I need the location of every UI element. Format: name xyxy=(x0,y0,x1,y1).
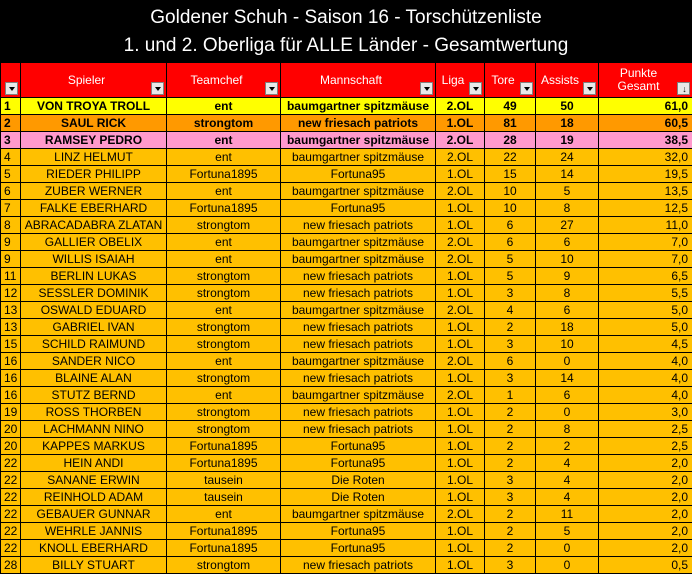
points-cell[interactable]: 2,0 xyxy=(599,455,692,472)
points-cell[interactable]: 0,5 xyxy=(599,557,692,574)
table-row[interactable] xyxy=(1,336,692,353)
teamchef-cell[interactable]: ent xyxy=(167,149,281,166)
goals-cell[interactable]: 81 xyxy=(485,115,536,132)
goals-cell[interactable]: 22 xyxy=(485,149,536,166)
assists-cell[interactable]: 24 xyxy=(536,149,599,166)
table-row[interactable] xyxy=(1,472,692,489)
teamchef-cell[interactable]: Fortuna1895 xyxy=(167,455,281,472)
goals-cell[interactable]: 15 xyxy=(485,166,536,183)
assists-cell[interactable]: 9 xyxy=(536,268,599,285)
team-cell[interactable]: baumgartner spitzmäuse xyxy=(281,234,436,251)
assists-cell[interactable]: 8 xyxy=(536,200,599,217)
points-cell[interactable]: 2,0 xyxy=(599,506,692,523)
player-cell[interactable]: RAMSEY PEDRO xyxy=(21,132,167,149)
team-cell[interactable]: Fortuna95 xyxy=(281,200,436,217)
teamchef-cell[interactable]: ent xyxy=(167,387,281,404)
league-cell[interactable]: 1.OL xyxy=(436,336,485,353)
team-cell[interactable]: new friesach patriots xyxy=(281,557,436,574)
player-cell[interactable]: GEBAUER GUNNAR xyxy=(21,506,167,523)
goals-cell[interactable]: 2 xyxy=(485,540,536,557)
goals-cell[interactable]: 2 xyxy=(485,319,536,336)
rank-cell[interactable]: 22 xyxy=(1,523,21,540)
assists-cell[interactable]: 0 xyxy=(536,353,599,370)
teamchef-cell[interactable]: Fortuna1895 xyxy=(167,540,281,557)
assists-cell[interactable]: 19 xyxy=(536,132,599,149)
rank-cell[interactable]: 16 xyxy=(1,370,21,387)
assists-cell[interactable]: 6 xyxy=(536,302,599,319)
filter-dropdown-icon[interactable] xyxy=(520,82,533,95)
points-cell[interactable]: 7,0 xyxy=(599,234,692,251)
team-cell[interactable]: new friesach patriots xyxy=(281,268,436,285)
team-cell[interactable]: Die Roten xyxy=(281,489,436,506)
assists-cell[interactable]: 10 xyxy=(536,336,599,353)
header-mannschaft[interactable]: Mannschaft xyxy=(281,63,436,98)
table-row[interactable] xyxy=(1,540,692,557)
table-row[interactable] xyxy=(1,166,692,183)
team-cell[interactable]: Fortuna95 xyxy=(281,523,436,540)
points-cell[interactable]: 61,0 xyxy=(599,98,692,115)
rank-cell[interactable]: 22 xyxy=(1,489,21,506)
goals-cell[interactable]: 3 xyxy=(485,370,536,387)
rank-cell[interactable]: 12 xyxy=(1,285,21,302)
rank-cell[interactable]: 3 xyxy=(1,132,21,149)
team-cell[interactable]: Fortuna95 xyxy=(281,455,436,472)
team-cell[interactable]: new friesach patriots xyxy=(281,285,436,302)
assists-cell[interactable]: 4 xyxy=(536,455,599,472)
points-cell[interactable]: 2,0 xyxy=(599,489,692,506)
points-cell[interactable]: 13,5 xyxy=(599,183,692,200)
goals-cell[interactable]: 2 xyxy=(485,438,536,455)
header-liga[interactable]: Liga xyxy=(436,63,485,98)
points-cell[interactable]: 2,5 xyxy=(599,421,692,438)
title-line-2: 1. und 2. Oberliga für ALLE Länder - Gesamtwertung xyxy=(0,34,692,57)
points-cell[interactable]: 5,0 xyxy=(599,319,692,336)
table-row[interactable] xyxy=(1,285,692,302)
team-cell[interactable]: baumgartner spitzmäuse xyxy=(281,98,436,115)
league-cell[interactable]: 1.OL xyxy=(436,540,485,557)
assists-cell[interactable]: 18 xyxy=(536,319,599,336)
header-row xyxy=(1,63,692,98)
player-cell[interactable]: SANANE ERWIN xyxy=(21,472,167,489)
goals-cell[interactable]: 3 xyxy=(485,489,536,506)
points-cell[interactable]: 11,0 xyxy=(599,217,692,234)
league-cell[interactable]: 1.OL xyxy=(436,523,485,540)
assists-cell[interactable]: 2 xyxy=(536,438,599,455)
goals-cell[interactable]: 5 xyxy=(485,251,536,268)
rank-cell[interactable]: 7 xyxy=(1,200,21,217)
table-row[interactable] xyxy=(1,302,692,319)
league-cell[interactable]: 1.OL xyxy=(436,285,485,302)
sort-descending-icon[interactable] xyxy=(677,82,690,95)
rank-cell[interactable]: 20 xyxy=(1,438,21,455)
teamchef-cell[interactable]: Fortuna1895 xyxy=(167,166,281,183)
table-row[interactable] xyxy=(1,370,692,387)
assists-cell[interactable]: 0 xyxy=(536,540,599,557)
assists-cell[interactable]: 8 xyxy=(536,285,599,302)
rank-cell[interactable]: 16 xyxy=(1,353,21,370)
points-cell[interactable]: 4,0 xyxy=(599,370,692,387)
header-assists[interactable]: Assists xyxy=(536,63,599,98)
player-cell[interactable]: OSWALD EDUARD xyxy=(21,302,167,319)
player-cell[interactable]: LACHMANN NINO xyxy=(21,421,167,438)
goals-cell[interactable]: 5 xyxy=(485,268,536,285)
rank-cell[interactable]: 1 xyxy=(1,98,21,115)
assists-cell[interactable]: 50 xyxy=(536,98,599,115)
teamchef-cell[interactable]: Fortuna1895 xyxy=(167,523,281,540)
player-cell[interactable]: BILLY STUART xyxy=(21,557,167,574)
player-cell[interactable]: REINHOLD ADAM xyxy=(21,489,167,506)
rank-cell[interactable]: 15 xyxy=(1,336,21,353)
assists-cell[interactable]: 4 xyxy=(536,489,599,506)
player-cell[interactable]: GALLIER OBELIX xyxy=(21,234,167,251)
league-cell[interactable]: 1.OL xyxy=(436,200,485,217)
player-cell[interactable]: WILLIS ISAIAH xyxy=(21,251,167,268)
player-cell[interactable]: KAPPES MARKUS xyxy=(21,438,167,455)
teamchef-cell[interactable]: ent xyxy=(167,251,281,268)
goals-cell[interactable]: 49 xyxy=(485,98,536,115)
goals-cell[interactable]: 6 xyxy=(485,353,536,370)
rank-cell[interactable]: 28 xyxy=(1,557,21,574)
goals-cell[interactable]: 3 xyxy=(485,336,536,353)
league-cell[interactable]: 1.OL xyxy=(436,115,485,132)
assists-cell[interactable]: 0 xyxy=(536,557,599,574)
team-cell[interactable]: baumgartner spitzmäuse xyxy=(281,149,436,166)
goals-cell[interactable]: 2 xyxy=(485,421,536,438)
league-cell[interactable]: 2.OL xyxy=(436,302,485,319)
assists-cell[interactable]: 10 xyxy=(536,251,599,268)
table-row[interactable] xyxy=(1,234,692,251)
goals-cell[interactable]: 3 xyxy=(485,557,536,574)
assists-cell[interactable]: 8 xyxy=(536,421,599,438)
player-cell[interactable]: SANDER NICO xyxy=(21,353,167,370)
league-cell[interactable]: 1.OL xyxy=(436,472,485,489)
assists-cell[interactable]: 5 xyxy=(536,523,599,540)
rank-cell[interactable]: 22 xyxy=(1,455,21,472)
league-cell[interactable]: 1.OL xyxy=(436,404,485,421)
team-cell[interactable]: new friesach patriots xyxy=(281,319,436,336)
player-cell[interactable]: SESSLER DOMINIK xyxy=(21,285,167,302)
rank-cell[interactable]: 4 xyxy=(1,149,21,166)
rank-cell[interactable]: 11 xyxy=(1,268,21,285)
rank-cell[interactable]: 22 xyxy=(1,540,21,557)
league-cell[interactable]: 1.OL xyxy=(436,557,485,574)
league-cell[interactable]: 1.OL xyxy=(436,438,485,455)
player-cell[interactable]: KNOLL EBERHARD xyxy=(21,540,167,557)
goals-cell[interactable]: 6 xyxy=(485,234,536,251)
table-row[interactable] xyxy=(1,489,692,506)
table-row[interactable] xyxy=(1,319,692,336)
table-row[interactable] xyxy=(1,268,692,285)
player-cell[interactable]: ABRACADABRA ZLATAN xyxy=(21,217,167,234)
team-cell[interactable]: baumgartner spitzmäuse xyxy=(281,387,436,404)
league-cell[interactable]: 1.OL xyxy=(436,166,485,183)
league-cell[interactable]: 2.OL xyxy=(436,353,485,370)
assists-cell[interactable]: 0 xyxy=(536,404,599,421)
team-cell[interactable]: Fortuna95 xyxy=(281,166,436,183)
table-row[interactable] xyxy=(1,506,692,523)
rank-cell[interactable]: 8 xyxy=(1,217,21,234)
player-cell[interactable]: BLAINE ALAN xyxy=(21,370,167,387)
league-cell[interactable]: 1.OL xyxy=(436,421,485,438)
table-row[interactable] xyxy=(1,200,692,217)
goals-cell[interactable]: 28 xyxy=(485,132,536,149)
points-cell[interactable]: 7,0 xyxy=(599,251,692,268)
teamchef-cell[interactable]: strongtom xyxy=(167,285,281,302)
assists-cell[interactable]: 11 xyxy=(536,506,599,523)
rank-cell[interactable]: 22 xyxy=(1,506,21,523)
filter-dropdown-icon[interactable] xyxy=(420,82,433,95)
player-cell[interactable]: SCHILD RAIMUND xyxy=(21,336,167,353)
teamchef-cell[interactable]: Fortuna1895 xyxy=(167,200,281,217)
table-row[interactable] xyxy=(1,404,692,421)
teamchef-cell[interactable]: strongtom xyxy=(167,217,281,234)
goals-cell[interactable]: 3 xyxy=(485,285,536,302)
points-cell[interactable]: 2,5 xyxy=(599,438,692,455)
teamchef-cell[interactable]: ent xyxy=(167,183,281,200)
player-cell[interactable]: GABRIEL IVAN xyxy=(21,319,167,336)
assists-cell[interactable]: 5 xyxy=(536,183,599,200)
points-cell[interactable]: 5,5 xyxy=(599,285,692,302)
team-cell[interactable]: Die Roten xyxy=(281,472,436,489)
table-row[interactable] xyxy=(1,455,692,472)
table-row[interactable] xyxy=(1,251,692,268)
points-cell[interactable]: 2,0 xyxy=(599,472,692,489)
goals-cell[interactable]: 3 xyxy=(485,472,536,489)
teamchef-cell[interactable]: ent xyxy=(167,353,281,370)
teamchef-cell[interactable]: strongtom xyxy=(167,421,281,438)
player-cell[interactable]: WEHRLE JANNIS xyxy=(21,523,167,540)
player-cell[interactable]: ROSS THORBEN xyxy=(21,404,167,421)
points-cell[interactable]: 3,0 xyxy=(599,404,692,421)
rank-cell[interactable]: 13 xyxy=(1,319,21,336)
assists-cell[interactable]: 4 xyxy=(536,472,599,489)
teamchef-cell[interactable]: strongtom xyxy=(167,319,281,336)
league-cell[interactable]: 2.OL xyxy=(436,506,485,523)
rank-cell[interactable]: 5 xyxy=(1,166,21,183)
team-cell[interactable]: baumgartner spitzmäuse xyxy=(281,302,436,319)
assists-cell[interactable]: 6 xyxy=(536,387,599,404)
teamchef-cell[interactable]: ent xyxy=(167,302,281,319)
points-cell[interactable]: 4,0 xyxy=(599,353,692,370)
teamchef-cell[interactable]: ent xyxy=(167,132,281,149)
team-cell[interactable]: new friesach patriots xyxy=(281,421,436,438)
points-cell[interactable]: 5,0 xyxy=(599,302,692,319)
rank-cell[interactable]: 6 xyxy=(1,183,21,200)
header-rank[interactable] xyxy=(1,63,21,98)
teamchef-cell[interactable]: strongtom xyxy=(167,370,281,387)
table-row[interactable] xyxy=(1,523,692,540)
table-row[interactable] xyxy=(1,557,692,574)
teamchef-cell[interactable]: strongtom xyxy=(167,557,281,574)
header-spieler[interactable]: Spieler xyxy=(21,63,167,98)
teamchef-cell[interactable]: strongtom xyxy=(167,404,281,421)
assists-cell[interactable]: 14 xyxy=(536,370,599,387)
table-row[interactable] xyxy=(1,217,692,234)
league-cell[interactable]: 2.OL xyxy=(436,149,485,166)
player-cell[interactable]: SAUL RICK xyxy=(21,115,167,132)
league-cell[interactable]: 2.OL xyxy=(436,387,485,404)
points-cell[interactable]: 4,5 xyxy=(599,336,692,353)
player-cell[interactable]: BERLIN LUKAS xyxy=(21,268,167,285)
assists-cell[interactable]: 6 xyxy=(536,234,599,251)
goals-cell[interactable]: 10 xyxy=(485,200,536,217)
team-cell[interactable]: new friesach patriots xyxy=(281,404,436,421)
table-row[interactable] xyxy=(1,438,692,455)
table-body xyxy=(1,98,692,574)
teamchef-cell[interactable]: Fortuna1895 xyxy=(167,438,281,455)
teamchef-cell[interactable]: ent xyxy=(167,506,281,523)
team-cell[interactable]: baumgartner spitzmäuse xyxy=(281,353,436,370)
points-cell[interactable]: 60,5 xyxy=(599,115,692,132)
table-row[interactable] xyxy=(1,421,692,438)
player-cell[interactable]: VON TROYA TROLL xyxy=(21,98,167,115)
assists-cell[interactable]: 18 xyxy=(536,115,599,132)
team-cell[interactable]: new friesach patriots xyxy=(281,217,436,234)
league-cell[interactable]: 2.OL xyxy=(436,132,485,149)
teamchef-cell[interactable]: tausein xyxy=(167,489,281,506)
teamchef-cell[interactable]: ent xyxy=(167,234,281,251)
title-line-1: Goldener Schuh - Saison 16 - Torschützenliste xyxy=(0,6,692,29)
player-cell[interactable]: LINZ HELMUT xyxy=(21,149,167,166)
team-cell[interactable]: new friesach patriots xyxy=(281,370,436,387)
league-cell[interactable]: 1.OL xyxy=(436,217,485,234)
assists-cell[interactable]: 14 xyxy=(536,166,599,183)
filter-dropdown-icon[interactable] xyxy=(265,82,278,95)
league-cell[interactable]: 2.OL xyxy=(436,183,485,200)
scorer-table xyxy=(0,62,692,573)
league-cell[interactable]: 2.OL xyxy=(436,251,485,268)
team-cell[interactable]: Fortuna95 xyxy=(281,540,436,557)
rank-cell[interactable]: 16 xyxy=(1,387,21,404)
goals-cell[interactable]: 1 xyxy=(485,387,536,404)
filter-dropdown-icon[interactable] xyxy=(469,82,482,95)
league-cell[interactable]: 2.OL xyxy=(436,234,485,251)
team-cell[interactable]: new friesach patriots xyxy=(281,336,436,353)
rank-cell[interactable]: 2 xyxy=(1,115,21,132)
league-cell[interactable]: 2.OL xyxy=(436,98,485,115)
teamchef-cell[interactable]: ent xyxy=(167,98,281,115)
rank-cell[interactable]: 22 xyxy=(1,472,21,489)
team-cell[interactable]: baumgartner spitzmäuse xyxy=(281,506,436,523)
team-cell[interactable]: Fortuna95 xyxy=(281,438,436,455)
points-cell[interactable]: 19,5 xyxy=(599,166,692,183)
teamchef-cell[interactable]: strongtom xyxy=(167,268,281,285)
rank-cell[interactable]: 13 xyxy=(1,302,21,319)
points-cell[interactable]: 2,0 xyxy=(599,523,692,540)
points-cell[interactable]: 6,5 xyxy=(599,268,692,285)
table-row[interactable] xyxy=(1,183,692,200)
goals-cell[interactable]: 2 xyxy=(485,455,536,472)
league-cell[interactable]: 1.OL xyxy=(436,319,485,336)
goals-cell[interactable]: 2 xyxy=(485,523,536,540)
title-banner xyxy=(0,0,692,62)
goals-cell[interactable]: 2 xyxy=(485,506,536,523)
league-cell[interactable]: 1.OL xyxy=(436,268,485,285)
teamchef-cell[interactable]: strongtom xyxy=(167,336,281,353)
player-cell[interactable]: FALKE EBERHARD xyxy=(21,200,167,217)
league-cell[interactable]: 1.OL xyxy=(436,489,485,506)
goals-cell[interactable]: 4 xyxy=(485,302,536,319)
points-cell[interactable]: 4,0 xyxy=(599,387,692,404)
table-row[interactable] xyxy=(1,132,692,149)
header-punkte[interactable]: Punkte Gesamt ↓ xyxy=(599,63,692,98)
goals-cell[interactable]: 10 xyxy=(485,183,536,200)
league-cell[interactable]: 1.OL xyxy=(436,370,485,387)
table-row[interactable] xyxy=(1,98,692,115)
teamchef-cell[interactable]: strongtom xyxy=(167,115,281,132)
league-cell[interactable]: 1.OL xyxy=(436,455,485,472)
points-cell[interactable]: 38,5 xyxy=(599,132,692,149)
team-cell[interactable]: new friesach patriots xyxy=(281,115,436,132)
points-cell[interactable]: 32,0 xyxy=(599,149,692,166)
filter-dropdown-icon[interactable] xyxy=(583,82,596,95)
points-cell[interactable]: 12,5 xyxy=(599,200,692,217)
table-row[interactable] xyxy=(1,115,692,132)
player-cell[interactable]: HEIN ANDI xyxy=(21,455,167,472)
assists-cell[interactable]: 27 xyxy=(536,217,599,234)
goals-cell[interactable]: 6 xyxy=(485,217,536,234)
player-cell[interactable]: STUTZ BERND xyxy=(21,387,167,404)
filter-dropdown-icon[interactable] xyxy=(151,82,164,95)
rank-cell[interactable]: 9 xyxy=(1,251,21,268)
header-tore[interactable]: Tore xyxy=(485,63,536,98)
player-cell[interactable]: ZUBER WERNER xyxy=(21,183,167,200)
table-row[interactable] xyxy=(1,353,692,370)
team-cell[interactable]: baumgartner spitzmäuse xyxy=(281,251,436,268)
goals-cell[interactable]: 2 xyxy=(485,404,536,421)
points-cell[interactable]: 2,0 xyxy=(599,540,692,557)
rank-cell[interactable]: 19 xyxy=(1,404,21,421)
header-teamchef[interactable]: Teamchef xyxy=(167,63,281,98)
table-row[interactable] xyxy=(1,149,692,166)
team-cell[interactable]: baumgartner spitzmäuse xyxy=(281,183,436,200)
rank-cell[interactable]: 9 xyxy=(1,234,21,251)
filter-dropdown-icon[interactable] xyxy=(5,82,18,95)
table-row[interactable] xyxy=(1,387,692,404)
teamchef-cell[interactable]: tausein xyxy=(167,472,281,489)
team-cell[interactable]: baumgartner spitzmäuse xyxy=(281,132,436,149)
rank-cell[interactable]: 20 xyxy=(1,421,21,438)
player-cell[interactable]: RIEDER PHILIPP xyxy=(21,166,167,183)
